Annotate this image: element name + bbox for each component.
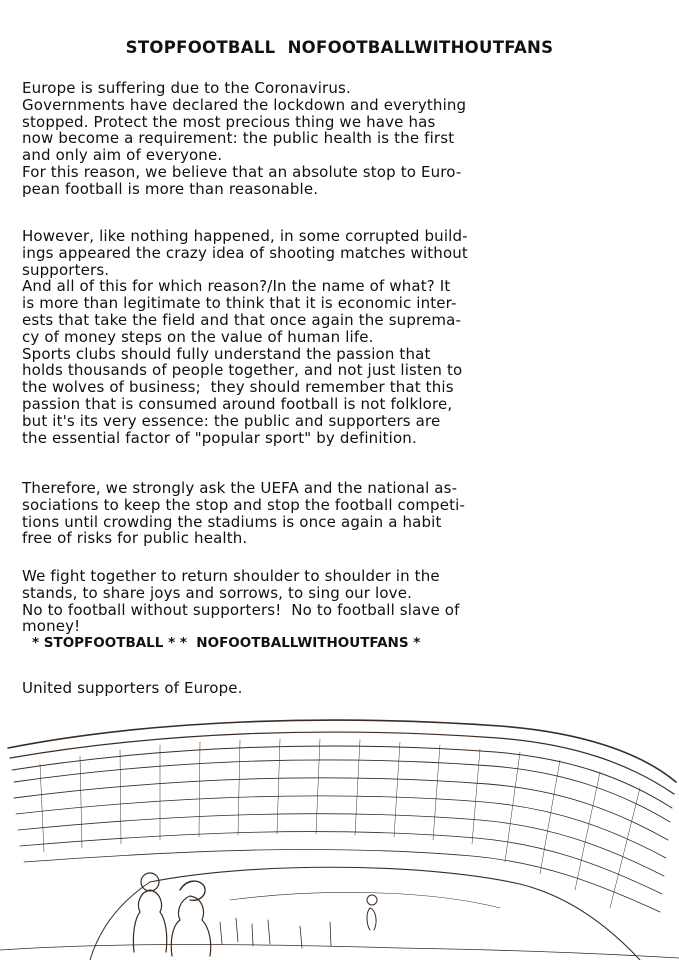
text-line: the wolves of business; they should remember that this [22, 378, 454, 397]
text-line: And all of this for which reason?/In the name of what? It [22, 277, 451, 296]
paragraph-1 [22, 80, 662, 198]
text-line: ings appeared the crazy idea of shooting matches without [22, 243, 468, 262]
text-line: the essential factor of "popular sport" by definition. [22, 428, 417, 447]
signature-block [22, 680, 662, 697]
text-line: Europe is suffering due to the Coronavirus. [22, 79, 351, 97]
text-line: For this reason, we believe that an absolute stop to Euro- [22, 162, 462, 181]
text-line: stopped. Protect the most precious thing we have has [22, 112, 436, 131]
stadium-sketch [0, 712, 679, 960]
text-line: free of risks for public health. [22, 529, 248, 548]
text-line: cy of money steps on the value of human life. [22, 327, 374, 346]
text-line: pean football is more than reasonable. [22, 179, 319, 198]
text-line: is more than legitimate to think that it is economic inter- [22, 294, 457, 313]
text-line: No to football without supporters! No to football slave of [22, 600, 460, 619]
text-line: now become a requirement: the public health is the first [22, 129, 455, 148]
signature-text: United supporters of Europe. [22, 679, 243, 697]
text-line: passion that is consumed around football is not folklore, [22, 394, 453, 413]
text-line: holds thousands of people together, and not just listen to [22, 361, 463, 380]
text-line: and only aim of everyone. [22, 146, 223, 165]
text-line: but it's its very essence: the public and supporters are [22, 411, 441, 430]
text-line: stands, to share joys and sorrows, to sing our love. [22, 583, 413, 602]
text-line: Governments have declared the lockdown and everything [22, 95, 467, 114]
text-line: tions until crowding the stadiums is once again a habit [22, 512, 442, 531]
text-line: sociations to keep the stop and stop the football competi- [22, 495, 466, 514]
slogan-line: * STOPFOOTBALL * * NOFOOTBALLWITHOUTFANS * [32, 635, 421, 652]
text-line: We fight together to return shoulder to shoulder in the [22, 567, 440, 585]
text-line: Therefore, we strongly ask the UEFA and the national as- [22, 479, 458, 497]
paragraph-2 [22, 228, 662, 446]
text-line: ests that take the field and that once again the suprema- [22, 310, 462, 329]
text-line: supporters. [22, 260, 110, 279]
text-line: money! [22, 617, 81, 636]
paragraph-3 [22, 480, 662, 547]
paragraph-4 [22, 568, 662, 652]
text-line: Sports clubs should fully understand the passion that [22, 344, 431, 363]
flyer-title: STOPFOOTBALL NOFOOTBALLWITHOUTFANS [125, 38, 554, 57]
text-line: However, like nothing happened, in some corrupted build- [22, 227, 468, 245]
